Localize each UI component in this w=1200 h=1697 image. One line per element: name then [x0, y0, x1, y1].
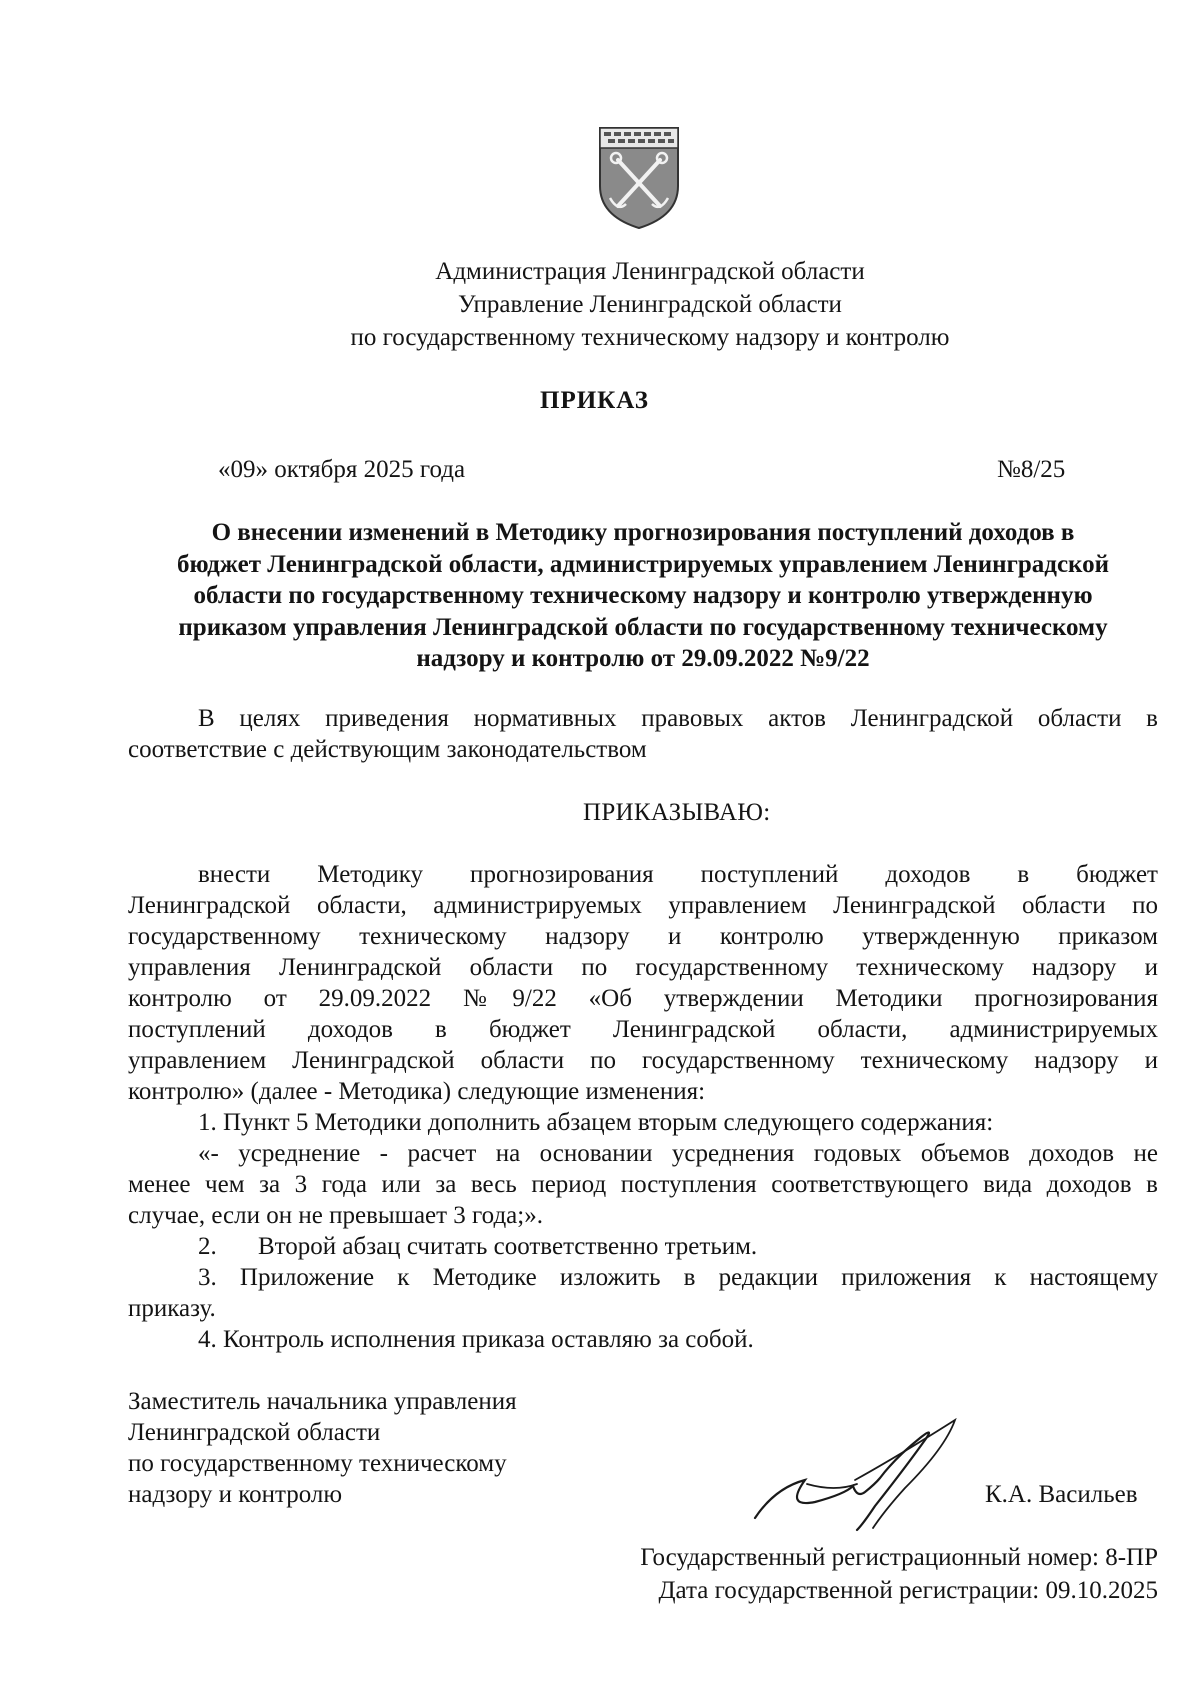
signer-name: К.А. Васильев — [985, 1481, 1138, 1508]
registration-info — [640, 1541, 1158, 1607]
position-line: по государственному техническому — [128, 1450, 507, 1477]
preamble — [128, 703, 1158, 765]
item-1: 1. Пункт 5 Методики дополнить абзацем вторым следующего содержания: — [198, 1109, 994, 1136]
body-line: государственному техническому надзору и контролю утвержденную приказом — [128, 923, 1158, 950]
item-4: 4. Контроль исполнения приказа оставляю за собой. — [198, 1326, 754, 1353]
subject-line: бюджет Ленинградской области, администрируемых управлением Ленинградской — [176, 550, 1110, 578]
registration-number: Государственный регистрационный номер: 8-ПР — [640, 1544, 1158, 1571]
item-2 — [128, 1231, 1158, 1262]
org-line-1: Администрация Ленинградской области — [435, 258, 865, 285]
quote-line: менее чем за 3 года или за весь период поступления соответствующего вида доходов в — [128, 1171, 1158, 1198]
order-date: «09» октября 2025 года — [218, 456, 466, 483]
body-line: контролю» (далее - Методика) следующие изменения: — [128, 1078, 706, 1105]
preamble-line: соответствие с действующим законодательством — [128, 736, 647, 763]
item-2-number: 2. — [198, 1233, 217, 1260]
org-line-3: по государственному техническому надзору и контролю — [350, 324, 950, 351]
item-3-line: приказу. — [128, 1295, 216, 1322]
subject-line: приказом управления Ленинградской области по государственному техническому — [178, 613, 1108, 641]
order-word: ПРИКАЗЫВАЮ: — [583, 799, 771, 826]
org-line-2: Управление Ленинградской области — [458, 291, 842, 318]
body-line: управлением Ленинградской области по государственному техническому надзору и — [128, 1047, 1158, 1074]
position-line: надзору и контролю — [128, 1481, 343, 1508]
body-line: поступлений доходов в бюджет Ленинградской области, администрируемых — [128, 1016, 1158, 1043]
registration-date: Дата государственной регистрации: 09.10.2025 — [658, 1577, 1158, 1604]
coat-of-arms-icon — [596, 124, 682, 232]
order-number: №8/25 — [997, 456, 1066, 483]
body-line: Ленинградской области, администрируемых управлением Ленинградской области по — [128, 892, 1158, 919]
organization-header — [200, 255, 1100, 354]
handwritten-signature-icon — [745, 1418, 975, 1538]
item-3-line: 3. Приложение к Методике изложить в редакции приложения к настоящему — [198, 1264, 1158, 1291]
preamble-line: В целях приведения нормативных правовых актов Ленинградской области в — [198, 705, 1158, 732]
order-subject — [128, 517, 1158, 675]
body-line: контролю от 29.09.2022 №9/22 «Об утверждении Методики прогнозирования — [128, 985, 1158, 1012]
position-line: Ленинградской области — [128, 1419, 381, 1446]
position-line: Заместитель начальника управления — [128, 1388, 517, 1415]
document-type-title: ПРИКАЗ — [540, 387, 649, 414]
order-body — [128, 859, 1158, 1355]
body-line: внести Методику прогнозирования поступлений доходов в бюджет — [198, 861, 1158, 888]
quote-line: «- усреднение - расчет на основании усреднения годовых объемов доходов не — [198, 1140, 1158, 1167]
item-2-text: Второй абзац считать соответственно третьим. — [258, 1233, 758, 1260]
quote-line: случае, если он не превышает 3 года;». — [128, 1202, 543, 1229]
signer-position — [128, 1386, 517, 1510]
subject-line: О внесении изменений в Методику прогнозирования поступлений доходов в — [211, 519, 1075, 546]
body-line: управления Ленинградской области по государственному техническому надзору и — [128, 954, 1158, 981]
subject-line: области по государственному техническому надзору и контролю утвержденную — [193, 582, 1093, 609]
subject-line: надзору и контролю от 29.09.2022 №9/22 — [416, 645, 870, 672]
